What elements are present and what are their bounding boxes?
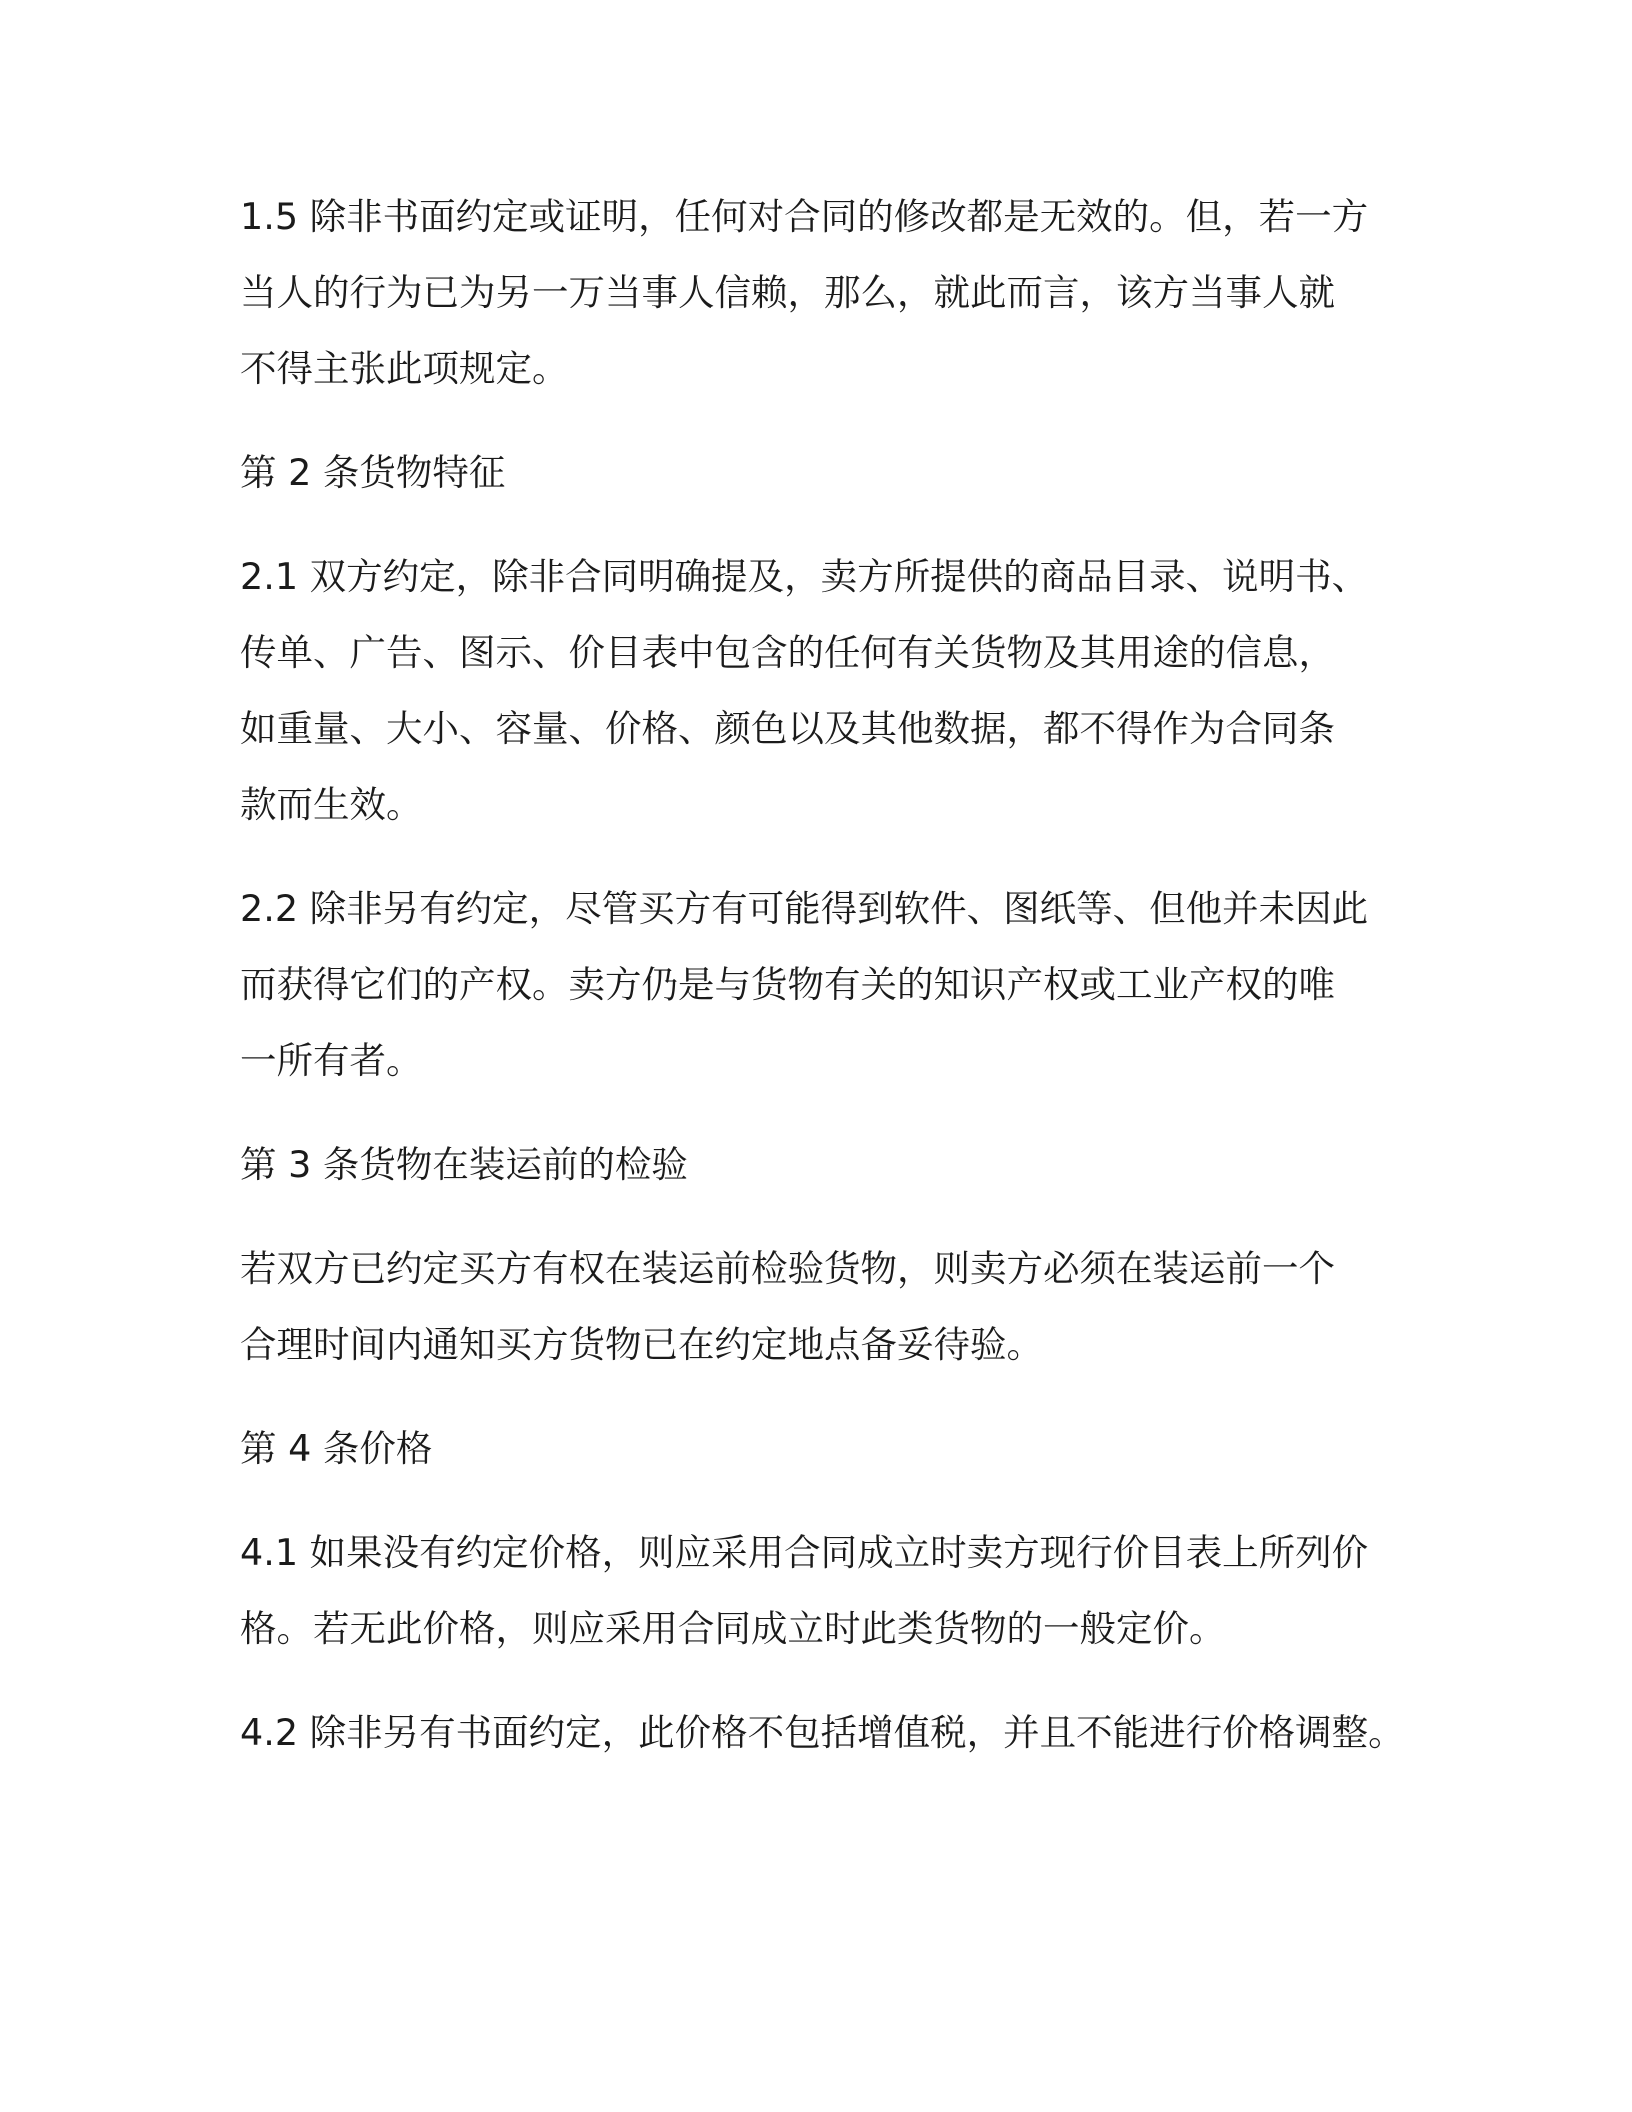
clause-4-1-paragraph bbox=[240, 1515, 1432, 1667]
heading-line: 第 4 条价格 bbox=[240, 1427, 433, 1470]
text-line: 而获得它们的产权。卖方仍是与货物有关的知识产权或工业产权的唯 bbox=[240, 963, 1335, 1006]
text-line: 合理时间内通知买方货物已在约定地点备妥待验。 bbox=[240, 1323, 1043, 1366]
text-line: 4.1 如果没有约定价格，则应采用合同成立时卖方现行价目表上所列价 bbox=[240, 1531, 1369, 1574]
text-line: 2.2 除非另有约定，尽管买方有可能得到软件、图纸等、但他并未因此 bbox=[240, 887, 1369, 930]
article-3-heading bbox=[240, 1127, 1432, 1203]
text-line: 如重量、大小、容量、价格、颜色以及其他数据，都不得作为合同条 bbox=[240, 707, 1335, 750]
article-2-heading bbox=[240, 435, 1432, 511]
heading-line: 第 2 条货物特征 bbox=[240, 451, 506, 494]
article-4-heading bbox=[240, 1411, 1432, 1487]
clause-1-5-paragraph bbox=[240, 179, 1432, 407]
text-line: 1.5 除非书面约定或证明，任何对合同的修改都是无效的。但，若一方 bbox=[240, 195, 1369, 238]
clause-2-1-paragraph bbox=[240, 539, 1432, 843]
clause-4-2-paragraph bbox=[240, 1695, 1432, 1771]
article-3-paragraph bbox=[240, 1231, 1432, 1383]
text-line: 不得主张此项规定。 bbox=[240, 347, 569, 390]
text-line: 传单、广告、图示、价目表中包含的任何有关货物及其用途的信息， bbox=[240, 631, 1335, 674]
text-line: 一所有者。 bbox=[240, 1039, 423, 1082]
text-line: 当人的行为已为另一万当事人信赖，那么，就此而言，该方当事人就 bbox=[240, 271, 1335, 314]
text-line: 2.1 双方约定，除非合同明确提及，卖方所提供的商品目录、说明书、 bbox=[240, 555, 1369, 598]
text-line: 格。若无此价格，则应采用合同成立时此类货物的一般定价。 bbox=[240, 1607, 1226, 1650]
text-line: 若双方已约定买方有权在装运前检验货物，则卖方必须在装运前一个 bbox=[240, 1247, 1335, 1290]
heading-line: 第 3 条货物在装运前的检验 bbox=[240, 1143, 688, 1186]
clause-2-2-paragraph bbox=[240, 871, 1432, 1099]
text-line: 款而生效。 bbox=[240, 783, 423, 826]
text-line: 4.2 除非另有书面约定，此价格不包括增值税，并且不能进行价格调整。 bbox=[240, 1711, 1405, 1754]
